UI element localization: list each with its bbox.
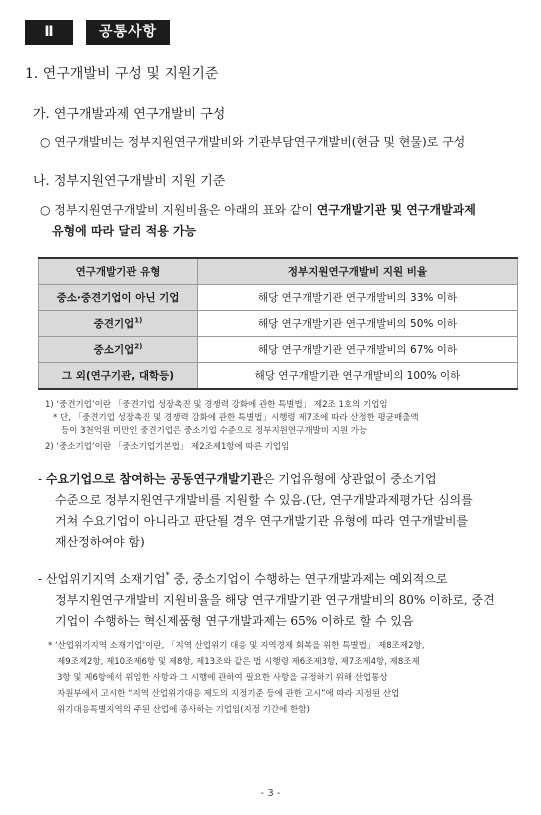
dash-item-crisis-region-l2: 정부지원연구개발비 지원비율을 해당 연구개발기관 연구개발비의 80% 이하로, 중견 <box>55 593 495 607</box>
footnote-1-note: * 단, 「중견기업 성장촉진 및 경쟁력 강화에 관한 특별법」시행령 제7조에 따라 산정한 평균매출액 <box>53 413 419 423</box>
dash-text: - 산업위기지역 소재기업 <box>38 572 166 586</box>
table-row <box>39 363 518 390</box>
section-title-tag: 공통사항 <box>86 20 170 45</box>
type-label: 중견기업 <box>93 318 135 330</box>
table-cell-ratio: 해당 연구개발기관 연구개발비의 33% 이하 <box>198 285 518 311</box>
footnote-2: 2) ‘중소기업’이란 「중소기업기본법」 제2조제1항에 따른 기업임 <box>45 442 290 452</box>
type-label: 그 외(연구기관, 대학등) <box>61 370 175 382</box>
dash-item-demand <box>38 470 437 487</box>
dash-item-crisis-region <box>38 570 448 587</box>
table-cell-ratio: 해당 연구개발기관 연구개발비의 50% 이하 <box>198 311 518 337</box>
note-line-1: * ‘산업위기지역 소재기업’이란, 「지역 산업위기 대응 및 지역경제 회복을 위한 특별법」 제8조제2항, <box>48 641 425 651</box>
table-cell-ratio: 해당 연구개발기관 연구개발비의 100% 이하 <box>198 363 518 390</box>
dash-highlight: 수요기업으로 참여하는 공동연구개발기관 <box>45 472 263 486</box>
page-number: - 3 - <box>260 788 281 799</box>
note-ref: * <box>165 571 170 580</box>
table-cell-ratio: 해당 연구개발기관 연구개발비의 67% 이하 <box>198 337 518 363</box>
note-line-5: 위기대응특별지역의 주된 산업에 종사하는 기업임(지정 기간에 한함) <box>57 705 310 715</box>
dash-text: 중, 중소기업이 수행하는 연구개발과제는 예외적으로 <box>169 572 448 586</box>
dash-item-demand-l3: 거쳐 수요기업이 아니라고 판단될 경우 연구개발기관 유형에 따라 연구개발비를 <box>55 514 469 528</box>
table-cell-type <box>39 363 198 390</box>
note-line-2: 제9조제2항, 제10조제6항 및 제8항, 제13조와 같은 법 시행령 제6조제3항, 제7조제4항, 제8조제 <box>57 657 420 667</box>
support-ratio-table <box>38 257 518 390</box>
note-line-3: 3항 및 제6항에서 위임한 사항과 그 시행에 관하여 필요한 사항을 규정하기 위해 산업통상 <box>57 673 388 683</box>
heading-1: 1. 연구개발비 구성 및 지원기준 <box>25 66 219 82</box>
bullet-highlight: 연구개발기관 및 연구개발과제 <box>316 203 476 217</box>
bullet-rd-composition: ○ 연구개발비는 정부지원연구개발비와 기관부담연구개발비(현금 및 현물)로 구성 <box>40 135 466 149</box>
dash-mark: - <box>38 472 46 486</box>
bullet-text: ○ 정부지원연구개발비 지원비율은 아래의 표와 같이 <box>40 203 317 217</box>
table-row <box>39 337 518 363</box>
type-label: 중소·중견기업이 아닌 기업 <box>56 292 180 304</box>
footnote-ref: 1) <box>134 316 143 325</box>
dash-item-demand-l2: 수준으로 정부지원연구개발비를 지원할 수 있음.(단, 연구개발과제평가단 심의를 <box>55 493 473 507</box>
table-row <box>39 285 518 311</box>
note-line-4: 자원부에서 고시한 “지역 산업위기대응 제도의 지정기준 등에 관한 고시”에 따라 지정된 산업 <box>57 689 400 699</box>
subheading-a: 가. 연구개발과제 연구개발비 구성 <box>33 107 226 122</box>
footnote-ref: 2) <box>134 342 143 351</box>
footnote-1-note-cont: 등이 3천억원 미만인 중견기업은 중소기업 수준으로 정부지원연구개발비 지원 가능 <box>61 426 368 436</box>
bullet-support-ratio-cont: 유형에 따라 달리 적용 가능 <box>52 224 197 238</box>
table-row <box>39 311 518 337</box>
subheading-b: 나. 정부지원연구개발비 지원 기준 <box>33 174 226 189</box>
dash-item-crisis-region-l3: 기업이 수행하는 혁신제품형 연구개발과제는 65% 이하로 할 수 있음 <box>55 614 414 628</box>
table-header-type: 연구개발기관 유형 <box>39 258 198 285</box>
footnote-1: 1) ‘중견기업’이란 「중견기업 성장촉진 및 경쟁력 강화에 관한 특별법」 제2조 1호의 기업임 <box>45 400 388 410</box>
table-cell-type <box>39 311 198 337</box>
bullet-support-ratio <box>40 201 476 218</box>
section-number-tag: Ⅱ <box>25 20 73 45</box>
type-label: 중소기업 <box>93 344 135 356</box>
table-cell-type <box>39 285 198 311</box>
table-header-ratio: 정부지원연구개발비 지원 비율 <box>198 258 518 285</box>
dash-text: 은 기업유형에 상관없이 중소기업 <box>262 472 437 486</box>
dash-item-demand-l4: 재산정하여야 함) <box>55 535 145 549</box>
table-header-row <box>39 258 518 285</box>
table-cell-type <box>39 337 198 363</box>
